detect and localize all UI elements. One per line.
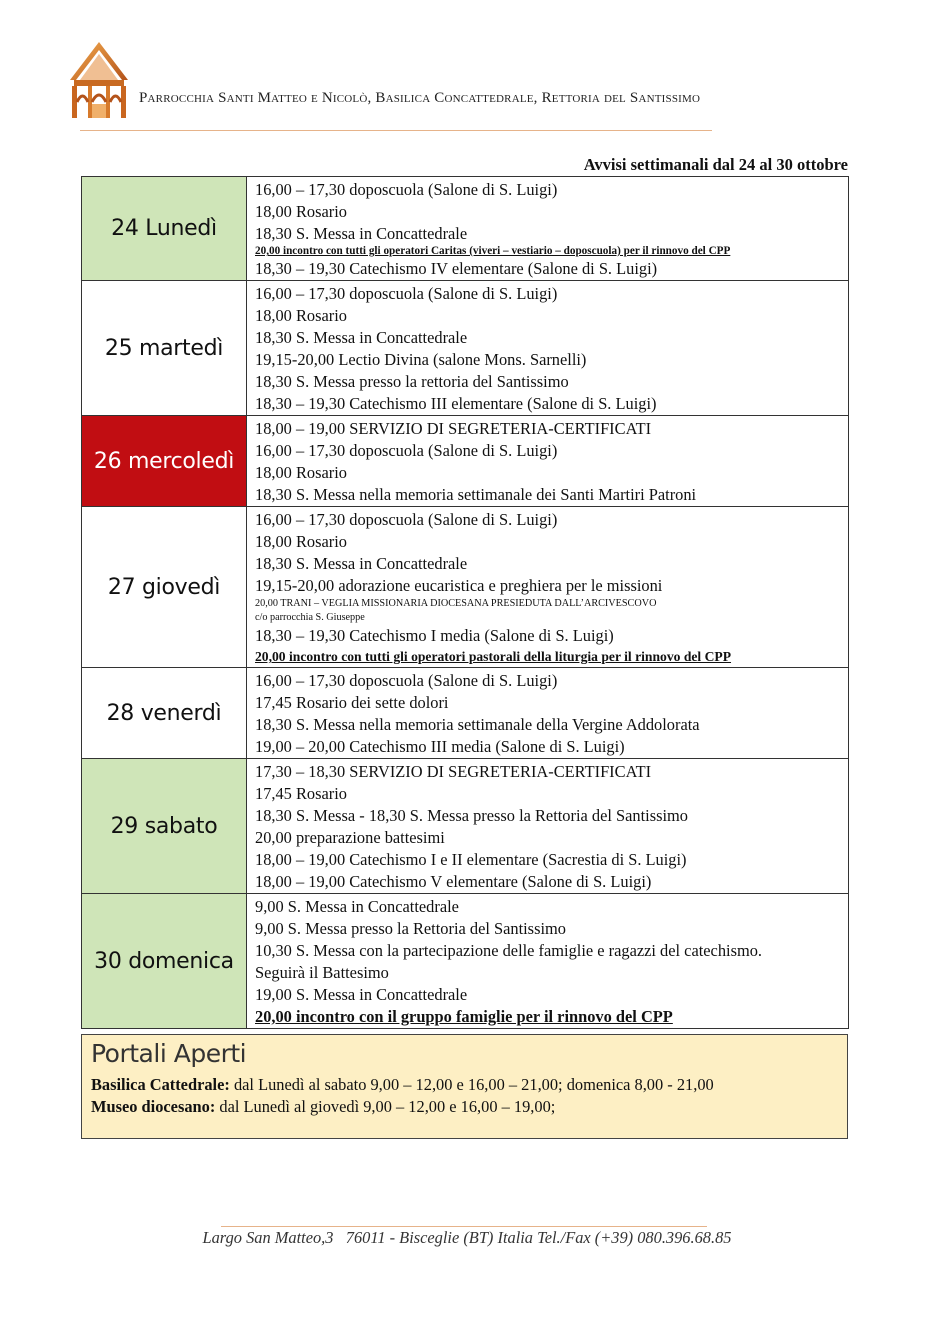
event-line: 18,00 – 19,00 Catechismo V elementare (Salone di S. Luigi) (255, 872, 652, 891)
day-events (247, 894, 849, 1029)
event-line: 18,00 Rosario (255, 463, 347, 482)
schedule-row (82, 668, 849, 759)
portali-aperti-box (81, 1034, 848, 1139)
event-line: 20,00 preparazione battesimi (255, 828, 445, 847)
schedule-row (82, 894, 849, 1029)
portali-label: Basilica Cattedrale: (91, 1075, 230, 1094)
day-label: 25 martedì (82, 281, 247, 416)
day-events (247, 281, 849, 416)
schedule-row (82, 177, 849, 281)
week-title: Avvisi settimanali dal 24 al 30 ottobre (583, 155, 848, 174)
event-line: 17,45 Rosario (255, 784, 347, 803)
event-line: 9,00 S. Messa in Concattedrale (255, 897, 459, 916)
event-line: 20,00 incontro con il gruppo famiglie per il rinnovo del CPP (255, 1007, 673, 1026)
event-line: 16,00 – 17,30 doposcuola (Salone di S. Luigi) (255, 180, 558, 199)
church-logo-icon (66, 40, 132, 120)
day-label: 26 mercoledì (82, 416, 247, 507)
event-line: 18,30 S. Messa nella memoria settimanale dei Santi Martiri Patroni (255, 485, 697, 504)
portali-label: Museo diocesano: (91, 1097, 216, 1116)
day-events (247, 416, 849, 507)
portali-text: dal Lunedì al giovedì 9,00 – 12,00 e 16,00 – 19,00; (215, 1097, 556, 1116)
event-line: 16,00 – 17,30 doposcuola (Salone di S. Luigi) (255, 441, 558, 460)
parish-title: Parrocchia Santi Matteo e Nicolò, Basilica Concattedrale, Rettoria del Santissimo (139, 90, 701, 106)
event-line: 20,00 incontro con tutti gli operatori pastorali della liturgia per il rinnovo del CPP (255, 649, 732, 664)
event-line: 18,30 – 19,30 Catechismo I media (Salone di S. Luigi) (255, 626, 614, 645)
portali-title: Portali Aperti (91, 1039, 247, 1068)
event-line: 17,30 – 18,30 SERVIZIO DI SEGRETERIA-CERTIFICATI (255, 762, 652, 781)
event-line: 16,00 – 17,30 doposcuola (Salone di S. Luigi) (255, 510, 558, 529)
event-line: 18,30 – 19,30 Catechismo IV elementare (Salone di S. Luigi) (255, 259, 658, 278)
event-line: 18,30 S. Messa presso la rettoria del Santissimo (255, 372, 569, 391)
event-line: Seguirà il Battesimo (255, 963, 389, 982)
event-line: 18,30 S. Messa - 18,30 S. Messa presso la Rettoria del Santissimo (255, 806, 688, 825)
event-line: 18,30 – 19,30 Catechismo III elementare (Salone di S. Luigi) (255, 394, 657, 413)
day-label: 24 Lunedì (82, 177, 247, 281)
day-events (247, 668, 849, 759)
weekly-schedule-table (81, 176, 849, 1029)
event-line: 18,00 – 19,00 Catechismo I e II elementare (Sacrestia di S. Luigi) (255, 850, 687, 869)
header-divider (80, 130, 712, 131)
day-label: 27 giovedì (82, 507, 247, 668)
event-line: 20,00 incontro con tutti gli operatori Caritas (viveri – vestiario – doposcuola) per il rinnovo del CPP (255, 245, 731, 257)
portali-line-cattedrale (91, 1075, 714, 1095)
event-line: 18,30 S. Messa nella memoria settimanale della Vergine Addolorata (255, 715, 700, 734)
page-header (66, 40, 866, 120)
day-label: 30 domenica (82, 894, 247, 1029)
event-line: 16,00 – 17,30 doposcuola (Salone di S. Luigi) (255, 284, 558, 303)
event-line: 19,00 – 20,00 Catechismo III media (Salone di S. Luigi) (255, 737, 625, 756)
event-line: 17,45 Rosario dei sette dolori (255, 693, 449, 712)
day-events (247, 759, 849, 894)
day-label: 29 sabato (82, 759, 247, 894)
event-line: 19,15-20,00 adorazione eucaristica e preghiera per le missioni (255, 576, 663, 595)
event-line: 10,30 S. Messa con la partecipazione delle famiglie e ragazzi del catechismo. (255, 941, 762, 960)
event-line: 18,30 S. Messa in Concattedrale (255, 554, 468, 573)
schedule-row (82, 507, 849, 668)
event-line: 18,00 Rosario (255, 202, 347, 221)
event-line: 18,00 – 19,00 SERVIZIO DI SEGRETERIA-CERTIFICATI (255, 419, 652, 438)
event-line: 18,00 Rosario (255, 306, 347, 325)
portali-text: dal Lunedì al sabato 9,00 – 12,00 e 16,00 – 21,00; domenica 8,00 - 21,00 (229, 1075, 714, 1094)
footer-divider (221, 1226, 707, 1227)
event-line: 18,00 Rosario (255, 532, 347, 551)
event-line: 19,15-20,00 Lectio Divina (salone Mons. Sarnelli) (255, 350, 587, 369)
portali-line-museo (91, 1097, 555, 1117)
day-events (247, 177, 849, 281)
day-events (247, 507, 849, 668)
schedule-row (82, 759, 849, 894)
event-line: 19,00 S. Messa in Concattedrale (255, 985, 468, 1004)
event-line: 9,00 S. Messa presso la Rettoria del Santissimo (255, 919, 566, 938)
footer-address: Largo San Matteo,3 76011 - Bisceglie (BT) Italia Tel./Fax (+39) 080.396.68.85 (202, 1228, 732, 1247)
schedule-row (82, 281, 849, 416)
event-line: 16,00 – 17,30 doposcuola (Salone di S. Luigi) (255, 671, 558, 690)
event-line: c/o parrocchia S. Giuseppe (255, 612, 365, 623)
event-line: 18,30 S. Messa in Concattedrale (255, 224, 468, 243)
schedule-row (82, 416, 849, 507)
event-line: 18,30 S. Messa in Concattedrale (255, 328, 468, 347)
day-label: 28 venerdì (82, 668, 247, 759)
event-line: 20,00 TRANI – VEGLIA MISSIONARIA DIOCESANA PRESIEDUTA DALL’ARCIVESCOVO (255, 598, 657, 609)
